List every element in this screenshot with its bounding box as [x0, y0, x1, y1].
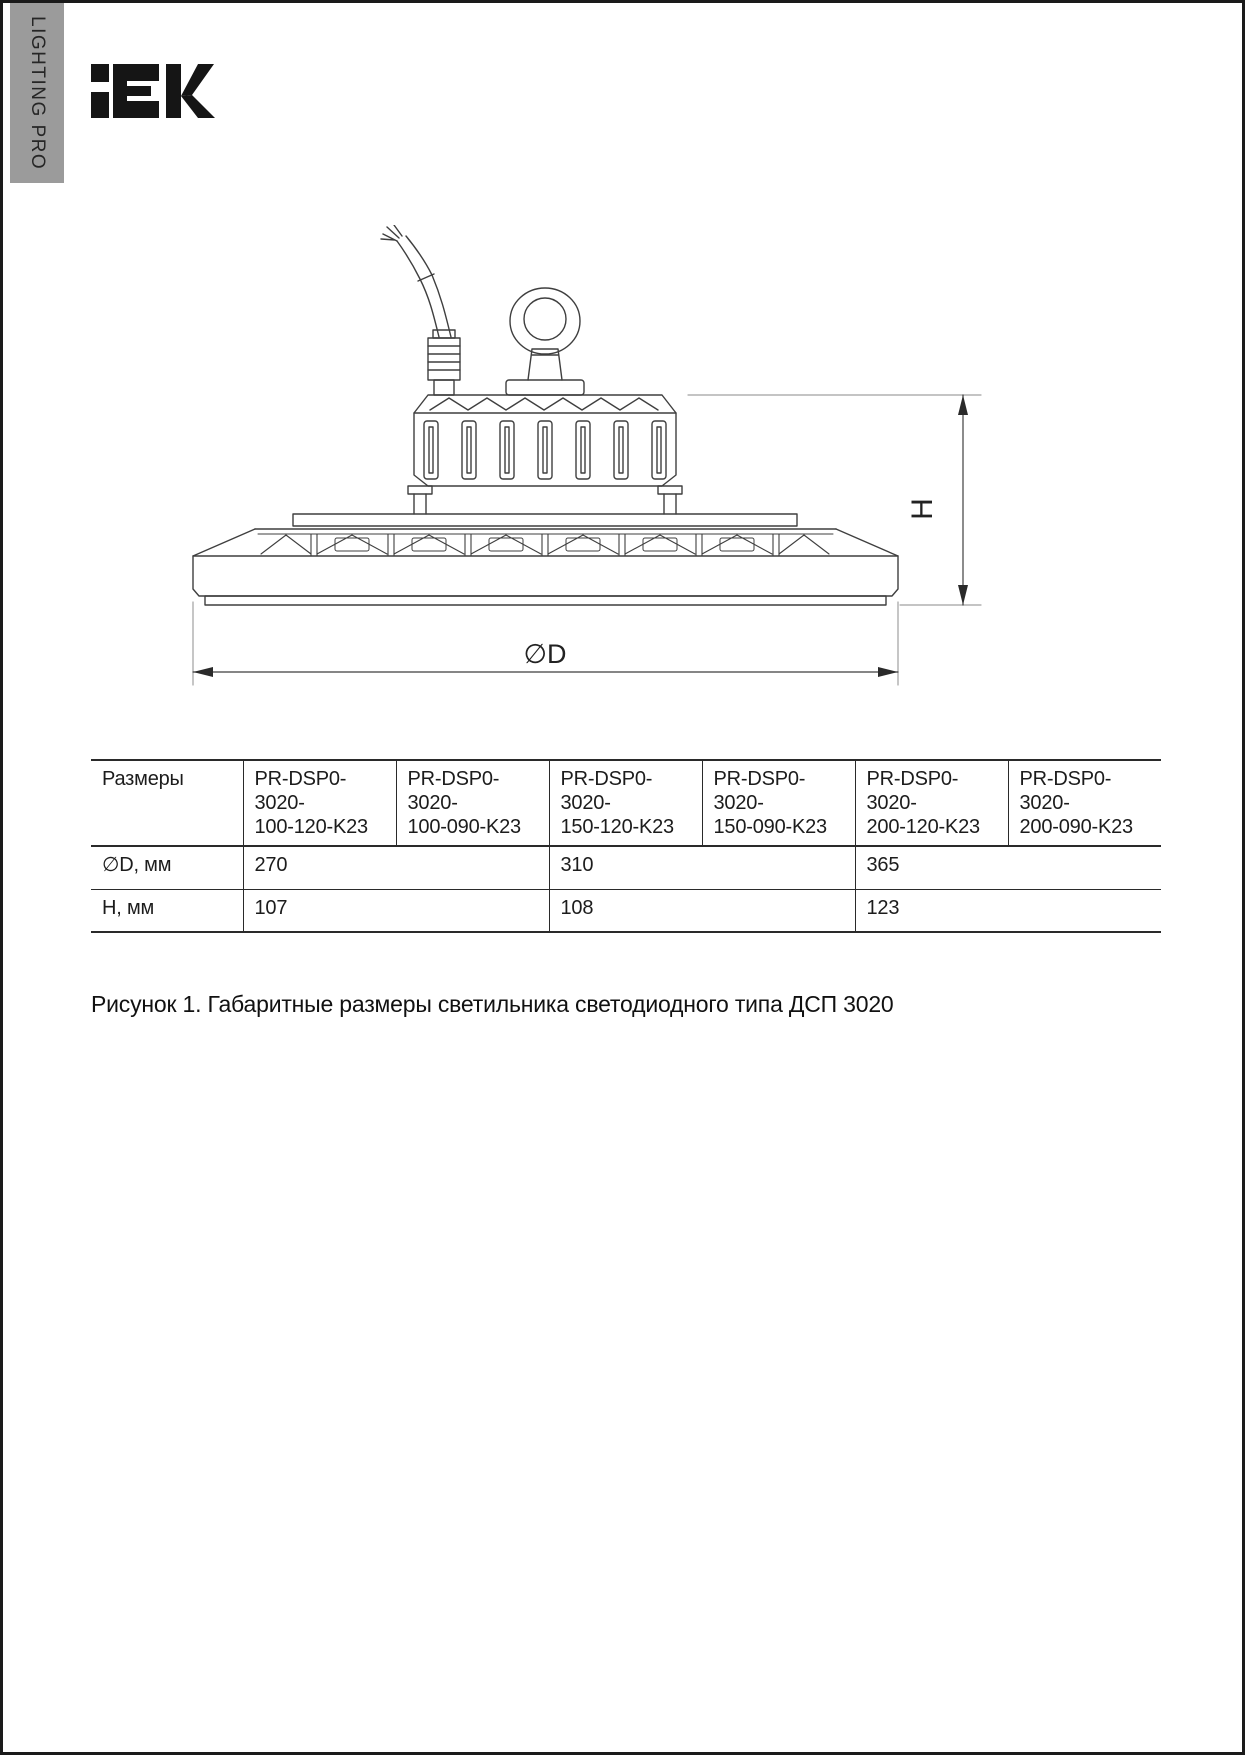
cable-gland — [428, 330, 460, 395]
dimension-drawing — [143, 225, 993, 695]
driver-housing — [414, 395, 676, 486]
row-diameter-label: ∅D, мм — [91, 846, 243, 890]
row-height-value-1: 107 — [243, 890, 549, 933]
header-model-5: PR-DSP0-3020- 200-120-K23 — [855, 760, 1008, 846]
iek-logo — [91, 61, 221, 121]
side-spine-label: LIGHTING PRO — [27, 15, 48, 171]
luminaire-body — [193, 514, 898, 605]
header-model-4: PR-DSP0-3020- 150-090-K23 — [702, 760, 855, 846]
table-row-diameter — [91, 846, 1161, 890]
row-diameter-value-3: 365 — [855, 846, 1161, 890]
side-spine-bar — [10, 3, 64, 183]
figure-caption: Рисунок 1. Габаритные размеры светильника светодиодного типа ДСП 3020 — [91, 991, 894, 1017]
row-height-label: Н, мм — [102, 897, 155, 919]
row-diameter-value-1: 270 — [243, 846, 549, 890]
dimensions-table — [91, 759, 1161, 933]
dim-d-label: ∅D — [523, 639, 567, 669]
dim-h-label: H — [906, 498, 939, 520]
row-diameter-value-2: 310 — [549, 846, 855, 890]
header-model-3: PR-DSP0-3020- 150-120-K23 — [549, 760, 702, 846]
table-header-row — [91, 760, 1161, 846]
header-model-6: PR-DSP0-3020- 200-090-K23 — [1008, 760, 1161, 846]
support-posts — [408, 486, 682, 514]
header-dimensions: Размеры — [91, 760, 243, 846]
table-row-height — [91, 890, 1161, 933]
header-model-1: PR-DSP0-3020- 100-120-K23 — [243, 760, 396, 846]
supply-cable — [381, 225, 451, 337]
row-height-value-2: 108 — [549, 890, 855, 933]
eye-bolt — [506, 288, 584, 395]
iek-logo-glyphs — [91, 64, 215, 118]
header-model-2: PR-DSP0-3020- 100-090-K23 — [396, 760, 549, 846]
row-height-value-3: 123 — [855, 890, 1161, 933]
